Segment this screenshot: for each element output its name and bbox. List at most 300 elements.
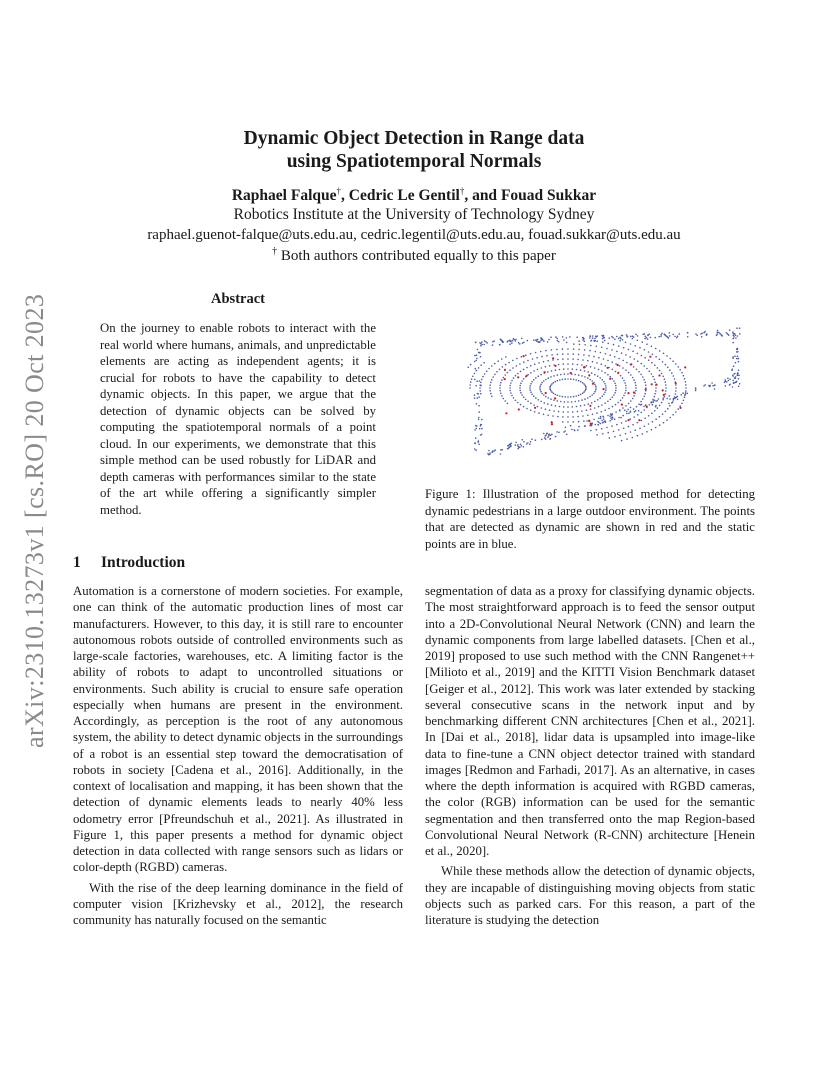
static-point (584, 370, 586, 372)
static-point (620, 400, 622, 402)
static-point (521, 338, 523, 340)
static-point (520, 383, 522, 385)
static-point (558, 411, 560, 413)
static-point (553, 382, 555, 384)
static-point (481, 424, 483, 426)
static-point (572, 363, 574, 365)
static-point (601, 370, 603, 372)
static-point (596, 429, 598, 431)
static-point (545, 408, 547, 410)
static-point (550, 390, 552, 392)
static-point (607, 374, 609, 376)
static-point (537, 341, 539, 343)
static-point (562, 353, 564, 355)
static-point (626, 334, 628, 336)
paragraph: segmentation of data as a proxy for classifying dynamic objects. The most straightforward approach is to feed the sensor output into a 2D-Convolutional Neural Network (CNN) and learn the dynamic components from large labelled datasets. [Chen et al., 2019] proposed to use such method with the CNN Rangenet++ [Milioto et al., 2019] and the KITTI Vision Benchmark dataset [Geiger et al., 2012]. This work was later extended by stacking several consecutive scans in the network input and by benchmarking different CNN architectures [Chen et al., 2021]. In [Dai et al., 2018], lidar data is upsampled into image-like data to fine-tune a CNN object detector trained with standard images [Redmon and Farhadi, 2017]. As an alternative, in cases where the depth information is acquired with RGBD cameras, the color (RGB) information can be used for the semantic segmentation and then transferred onto the map Region-based Convolutional Neural Network (R-CNN) architecture [Henein et al., 2020]. (425, 584, 755, 858)
dynamic-point (505, 412, 507, 414)
static-point (491, 396, 493, 398)
static-point (601, 411, 603, 413)
static-point (709, 385, 711, 387)
static-point (584, 376, 586, 378)
static-point (555, 394, 557, 396)
dynamic-point (617, 364, 619, 366)
static-point (577, 416, 579, 418)
static-point (512, 367, 514, 369)
static-point (733, 382, 735, 384)
static-point (474, 355, 476, 357)
static-point (534, 363, 536, 365)
static-point (598, 418, 600, 420)
static-point (544, 437, 546, 439)
static-point (530, 402, 532, 404)
static-point (584, 404, 586, 406)
static-point (669, 369, 671, 371)
static-point (556, 338, 558, 340)
arxiv-identifier: arXiv:2310.13273v1 [cs.RO] 20 Oct 2023 (20, 293, 49, 748)
static-point (569, 336, 571, 338)
static-point (672, 360, 674, 362)
static-point (733, 333, 735, 335)
static-point (511, 380, 513, 382)
static-point (737, 349, 739, 351)
static-point (655, 387, 657, 389)
static-point (553, 375, 555, 377)
static-point (550, 336, 552, 338)
static-point (647, 335, 649, 337)
dynamic-point (545, 392, 547, 394)
static-point (595, 351, 597, 353)
static-point (642, 433, 644, 435)
static-point (590, 340, 592, 342)
static-point (546, 355, 548, 357)
static-point (654, 337, 656, 339)
static-point (563, 363, 565, 365)
static-point (679, 405, 681, 407)
static-point (553, 393, 555, 395)
static-point (510, 382, 512, 384)
static-point (597, 424, 599, 426)
static-point (616, 336, 618, 338)
static-point (477, 397, 479, 399)
static-point (564, 401, 566, 403)
paragraph: While these methods allow the detection of dynamic objects, they are incapable of distinguishing moving objects from static objects such as parked cars. For this reason, a part of the literature is studying the detection (425, 864, 755, 927)
static-point (502, 366, 504, 368)
static-point (513, 377, 515, 379)
static-point (643, 409, 645, 411)
static-point (661, 333, 663, 335)
static-point (611, 349, 613, 351)
static-point (483, 362, 485, 364)
static-point (736, 327, 738, 329)
static-point (589, 396, 591, 398)
static-point (630, 336, 632, 338)
static-point (474, 394, 476, 396)
static-point (520, 444, 522, 446)
static-point (665, 381, 667, 383)
static-point (555, 405, 557, 407)
static-point (552, 415, 554, 417)
author-list: Raphael Falque†, Cedric Le Gentil†, and Fouad Sukkar (231, 186, 597, 205)
static-point (598, 357, 600, 359)
dynamic-point (526, 375, 528, 377)
static-point (573, 421, 575, 423)
static-point (478, 411, 480, 413)
dynamic-point (646, 405, 648, 407)
static-point (612, 396, 614, 398)
static-point (590, 430, 592, 432)
static-point (591, 372, 593, 374)
static-point (521, 439, 523, 441)
static-point (675, 411, 677, 413)
section-title: Introduction (101, 554, 186, 571)
dynamic-point (607, 367, 609, 369)
static-point (589, 337, 591, 339)
static-point (517, 373, 519, 375)
dynamic-point (544, 371, 546, 373)
static-point (548, 339, 550, 341)
static-point (594, 340, 596, 342)
static-point (660, 336, 662, 338)
static-point (589, 335, 591, 337)
static-point (549, 409, 551, 411)
static-point (594, 391, 596, 393)
static-point (623, 380, 625, 382)
static-point (527, 360, 529, 362)
static-point (635, 390, 637, 392)
static-point (523, 369, 525, 371)
static-point (575, 379, 577, 381)
static-point (546, 433, 548, 435)
static-point (734, 373, 736, 375)
static-point (543, 394, 545, 396)
static-point (551, 349, 553, 351)
static-point (732, 342, 734, 344)
static-point (615, 371, 617, 373)
static-point (600, 352, 602, 354)
static-point (576, 336, 578, 338)
static-point (488, 368, 490, 370)
static-point (601, 404, 603, 406)
static-point (573, 396, 575, 398)
static-point (640, 401, 642, 403)
static-point (479, 390, 481, 392)
static-point (615, 387, 617, 389)
static-point (615, 404, 617, 406)
static-point (538, 412, 540, 414)
static-point (545, 396, 547, 398)
static-point (685, 387, 687, 389)
static-point (596, 346, 598, 348)
static-point (734, 355, 736, 357)
static-point (638, 403, 640, 405)
static-point (573, 379, 575, 381)
static-point (609, 354, 611, 356)
static-point (654, 379, 656, 381)
static-point (474, 361, 476, 363)
static-point (625, 385, 627, 387)
static-point (628, 372, 630, 374)
static-point (562, 336, 564, 338)
static-point (662, 413, 664, 415)
static-point (614, 356, 616, 358)
static-point (717, 330, 719, 332)
static-point (547, 341, 549, 343)
static-point (644, 393, 646, 395)
static-point (480, 425, 482, 427)
title-line-1: Dynamic Object Detection in Range data (243, 128, 585, 149)
static-point (521, 380, 523, 382)
static-point (714, 384, 716, 386)
static-point (550, 384, 552, 386)
static-point (510, 392, 512, 394)
static-point (717, 332, 719, 334)
static-point (475, 428, 477, 430)
static-point (646, 368, 648, 370)
static-point (735, 362, 737, 364)
author-emails: raphael.guenot-falque@uts.edu.au, cedric.legentil@uts.edu.au, fouad.sukkar@uts.edu.au (147, 227, 681, 243)
static-point (519, 343, 521, 345)
static-point (622, 415, 624, 417)
static-point (604, 340, 606, 342)
static-point (624, 382, 626, 384)
static-point (587, 415, 589, 417)
static-point (639, 347, 641, 349)
static-point (636, 406, 638, 408)
static-point (716, 333, 718, 335)
static-point (599, 397, 601, 399)
static-point (513, 397, 515, 399)
static-point (622, 407, 624, 409)
static-point (562, 379, 564, 381)
static-point (605, 365, 607, 367)
static-point (570, 378, 572, 380)
static-point (530, 409, 532, 411)
static-point (655, 348, 657, 350)
static-point (614, 383, 616, 385)
static-point (618, 338, 620, 340)
static-point (567, 406, 569, 408)
static-point (614, 339, 616, 341)
static-point (622, 360, 624, 362)
static-point (475, 360, 477, 362)
static-point (674, 378, 676, 380)
section-number: 1 (73, 554, 81, 571)
static-point (547, 377, 549, 379)
static-point (635, 345, 637, 347)
static-point (562, 396, 564, 398)
static-point (637, 422, 639, 424)
static-point (595, 389, 597, 391)
static-point (738, 358, 740, 360)
static-point (679, 369, 681, 371)
dynamic-point (675, 382, 677, 384)
static-point (507, 403, 509, 405)
static-point (674, 336, 676, 338)
static-point (623, 395, 625, 397)
static-point (584, 344, 586, 346)
static-point (618, 429, 620, 431)
static-point (665, 390, 667, 392)
static-point (684, 396, 686, 398)
static-point (630, 374, 632, 376)
static-point (601, 347, 603, 349)
static-point (539, 389, 541, 391)
static-point (541, 356, 543, 358)
static-point (613, 344, 615, 346)
static-point (500, 393, 502, 395)
static-point (615, 411, 617, 413)
static-point (643, 396, 645, 398)
static-point (578, 421, 580, 423)
static-point (471, 378, 473, 380)
static-point (558, 432, 560, 434)
static-point (555, 381, 557, 383)
static-point (651, 362, 653, 364)
static-point (581, 364, 583, 366)
static-point (669, 332, 671, 334)
static-point (555, 369, 557, 371)
static-point (593, 419, 595, 421)
static-point (624, 409, 626, 411)
static-point (609, 437, 611, 439)
static-point (478, 419, 480, 421)
static-point (610, 399, 612, 401)
static-point (557, 340, 559, 342)
static-point (582, 393, 584, 395)
static-point (607, 415, 609, 417)
static-point (478, 393, 480, 395)
static-point (494, 449, 496, 451)
static-point (687, 336, 689, 338)
static-point (470, 381, 472, 383)
static-point (662, 376, 664, 378)
static-point (517, 444, 519, 446)
static-point (489, 452, 491, 454)
static-point (475, 342, 477, 344)
static-point (622, 397, 624, 399)
static-point (659, 359, 661, 361)
static-point (518, 342, 520, 344)
paragraph: Automation is a cornerstone of modern societies. For example, one can think of the automatic production lines of most car manufacturers. However, to this day, it is still rare to encounter autonomous robots outside of controlled environments such as large-scale factories, warehouses, etc. A limiting factor is the ability of robots to adapt to uncontrolled situations or environments. Such ability is crucial to ensure safe operation especially when humans are present in the environment. Accordingly, as perception is the root of any autonomous system, the ability to detect dynamic objects in the surroundings of a robot is an essential step toward the democratisation of robots in society [Cadena et al., 2016]. Additionally, in the context of localisation and mapping, it has been shown that the detection of dynamic elements leads to nearly 40% less odometry error [Pfreundschuh et al., 2021]. As illustrated in Figure 1, this paper presents a method for dynamic object detection in data collected with range sensors such as lidars or color-depth (RGBD) cameras. (73, 584, 403, 875)
static-point (547, 397, 549, 399)
static-point (549, 386, 551, 388)
static-point (501, 449, 503, 451)
static-point (611, 361, 613, 363)
static-point (614, 418, 616, 420)
static-point (605, 353, 607, 355)
static-point (696, 334, 698, 336)
static-point (737, 373, 739, 375)
static-point (669, 335, 671, 337)
static-point (505, 356, 507, 358)
static-point (636, 369, 638, 371)
static-point (576, 406, 578, 408)
static-point (622, 377, 624, 379)
static-point (523, 406, 525, 408)
static-point (566, 434, 568, 436)
static-point (504, 374, 506, 376)
static-point (637, 414, 639, 416)
static-point (479, 428, 481, 430)
static-point (619, 410, 621, 412)
static-point (549, 389, 551, 391)
static-point (643, 406, 645, 408)
static-point (553, 399, 555, 401)
static-point (556, 349, 558, 351)
static-point (669, 405, 671, 407)
static-point (648, 415, 650, 417)
static-point (507, 340, 509, 342)
static-point (654, 393, 656, 395)
static-point (642, 341, 644, 343)
static-point (584, 425, 586, 427)
static-point (585, 387, 587, 389)
static-point (610, 376, 612, 378)
static-point (683, 400, 685, 402)
static-point (567, 416, 569, 418)
static-point (567, 401, 569, 403)
static-point (622, 339, 624, 341)
static-point (523, 441, 525, 443)
static-point (677, 336, 679, 338)
static-point (639, 428, 641, 430)
static-point (622, 335, 624, 337)
static-point (667, 367, 669, 369)
static-point (557, 374, 559, 376)
static-point (600, 416, 602, 418)
static-point (590, 345, 592, 347)
dynamic-point (554, 365, 556, 367)
left-column (73, 583, 403, 928)
static-point (635, 387, 637, 389)
static-point (585, 389, 587, 391)
static-point (480, 356, 482, 358)
static-point (499, 390, 501, 392)
static-point (663, 422, 665, 424)
static-point (739, 333, 741, 335)
static-point (661, 402, 663, 404)
static-point (515, 400, 517, 402)
static-point (542, 339, 544, 341)
static-point (476, 403, 478, 405)
static-point (665, 387, 667, 389)
static-point (614, 392, 616, 394)
static-point (652, 399, 654, 401)
static-point (567, 353, 569, 355)
static-point (621, 422, 623, 424)
static-point (523, 361, 525, 363)
static-point (664, 396, 666, 398)
static-point (481, 341, 483, 343)
static-point (735, 337, 737, 339)
static-point (499, 344, 501, 346)
static-point (728, 334, 730, 336)
static-point (570, 425, 572, 427)
static-point (584, 349, 586, 351)
static-point (625, 342, 627, 344)
static-point (579, 344, 581, 346)
static-point (602, 433, 604, 435)
static-point (595, 387, 597, 389)
static-point (618, 345, 620, 347)
static-point (540, 384, 542, 386)
static-point (512, 340, 514, 342)
static-point (595, 336, 597, 338)
static-point (675, 384, 677, 386)
static-point (635, 410, 637, 412)
static-point (596, 434, 598, 436)
static-point (728, 380, 730, 382)
